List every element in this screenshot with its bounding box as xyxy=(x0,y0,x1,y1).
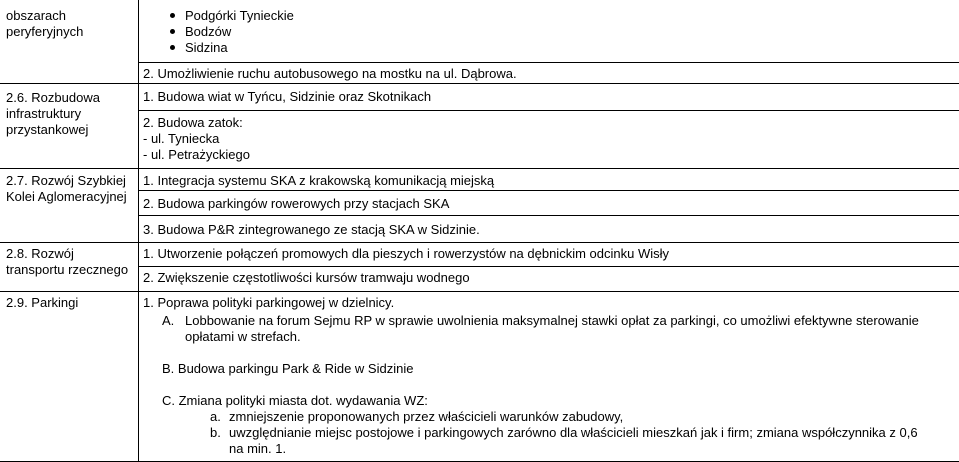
category-2-8-line1: 2.8. Rozwój xyxy=(6,246,74,261)
ska-item-2: 2. Budowa parkingów rowerowych przy stacjach SKA xyxy=(143,196,450,211)
column-divider xyxy=(138,0,139,462)
category-2-9: 2.9. Parkingi xyxy=(6,295,79,310)
stops-item-2-line1: 2. Budowa zatok: xyxy=(143,115,243,130)
parking-c: C. Zmiana polityki miasta dot. wydawania WZ: xyxy=(162,393,428,408)
bullet-item: Sidzina xyxy=(185,40,228,55)
bullet-icon xyxy=(170,45,175,50)
parking-a-label: A. xyxy=(162,313,175,328)
row-divider xyxy=(0,168,959,169)
bullet-item: Bodzów xyxy=(185,24,232,39)
bullet-icon xyxy=(170,29,175,34)
category-2-7-line2: Kolei Aglomeracyjnej xyxy=(6,189,127,204)
parking-c-b-label: b. xyxy=(210,425,221,440)
ska-item-1: 1. Integracja systemu SKA z krakowską komunikacją miejską xyxy=(143,173,495,188)
category-2-6-line3: przystankowej xyxy=(6,122,89,137)
row-divider xyxy=(138,266,959,267)
parking-a-line2: opłatami w strefach. xyxy=(185,329,301,344)
parking-c-b-line1: uwzględnianie miejsc postojowe i parkingowych zarówno dla właścicieli mieszkań jak i firm; zmiana współczynnika z 0,6 xyxy=(229,425,918,440)
row-divider xyxy=(138,62,959,63)
row-divider xyxy=(0,83,959,84)
row-divider xyxy=(138,190,959,191)
parking-b: B. Budowa parkingu Park & Ride w Sidzinie xyxy=(162,361,414,376)
bullet-icon xyxy=(170,13,175,18)
row-divider xyxy=(138,110,959,111)
category-2-7-line1: 2.7. Rozwój Szybkiej xyxy=(6,173,126,188)
row-divider xyxy=(138,215,959,216)
parking-c-b-line2: na min. 1. xyxy=(229,441,287,456)
category-2-6-line1: 2.6. Rozbudowa xyxy=(6,90,100,105)
parking-a-line1: Lobbowanie na forum Sejmu RP w sprawie uwolnienia maksymalnej stawki opłat za parkingi, co umożliwi efektywne sterowanie xyxy=(185,313,919,328)
parking-c-a-text: zmniejszenie proponowanych przez właścicieli warunków zabudowy, xyxy=(229,409,624,424)
river-item-2: 2. Zwiększenie częstotliwości kursów tramwaju wodnego xyxy=(143,270,470,285)
parking-item-1: 1. Poprawa polityki parkingowej w dzielnicy. xyxy=(143,295,395,310)
ska-item-3: 3. Budowa P&R zintegrowanego ze stacją SKA w Sidzinie. xyxy=(143,222,480,237)
row-divider xyxy=(0,242,959,243)
stops-item-2-line3: - ul. Petrażyckiego xyxy=(143,147,250,162)
category-peripheral-line2: peryferyjnych xyxy=(6,24,84,39)
category-2-8-line2: transportu rzecznego xyxy=(6,262,129,277)
category-peripheral-line1: obszarach xyxy=(6,8,66,23)
stops-item-2-line2: - ul. Tyniecka xyxy=(143,131,220,146)
category-2-6-line2: infrastruktury xyxy=(6,106,82,121)
row-divider xyxy=(0,291,959,292)
bus-bridge-item: 2. Umożliwienie ruchu autobusowego na mostku na ul. Dąbrowa. xyxy=(143,66,517,81)
stops-item-1: 1. Budowa wiat w Tyńcu, Sidzinie oraz Skotnikach xyxy=(143,89,432,104)
parking-c-a-label: a. xyxy=(210,409,221,424)
river-item-1: 1. Utworzenie połączeń promowych dla pieszych i rowerzystów na dębnickim odcinku Wisły xyxy=(143,246,669,261)
bullet-item: Podgórki Tynieckie xyxy=(185,8,294,23)
